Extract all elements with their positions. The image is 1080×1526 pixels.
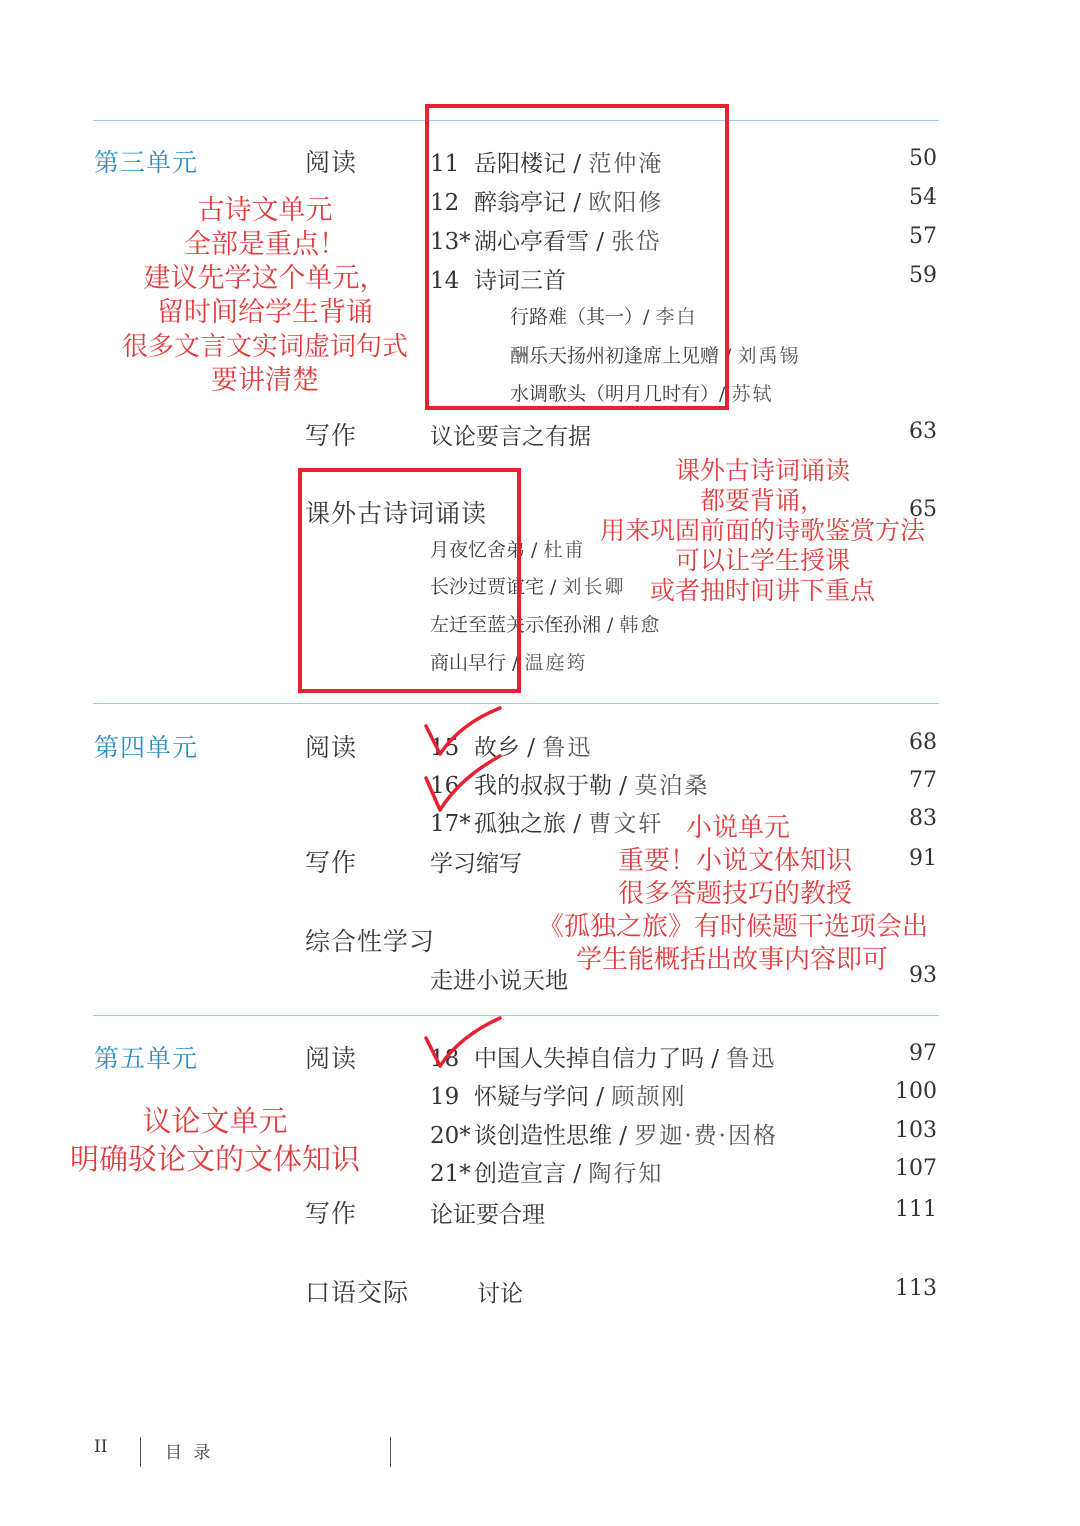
annotation-line: 《孤独之旅》有时候题干选项会出: [538, 912, 929, 942]
annotation-line: 很多答题技巧的教授: [618, 879, 853, 909]
poem-title: 行路难（其一）/: [510, 306, 656, 328]
annotation-unit4: [538, 812, 958, 977]
writing-label: 写作: [305, 848, 358, 877]
reading-label: 阅读: [305, 1044, 358, 1073]
page-number: 91: [909, 846, 937, 871]
page-number: 111: [895, 1197, 937, 1222]
lesson-number: 19: [430, 1084, 460, 1110]
poem-author: 杜甫: [543, 539, 586, 561]
poem-author: 苏轼: [731, 383, 774, 405]
annotation-line: 很多文言文实词虚词句式: [121, 332, 408, 362]
annotation-line: 课外古诗词诵读: [674, 456, 850, 485]
lesson-title: 中国人失掉自信力了吗 /: [474, 1046, 727, 1072]
comprehensive-study-label: 综合性学习: [305, 927, 436, 956]
footer-label: 目 录: [165, 1443, 214, 1463]
annotation-extra-poems: [590, 456, 935, 606]
section-rule: [93, 1015, 939, 1016]
lesson-title: 诗词三首: [474, 268, 566, 294]
section-rule: [93, 703, 939, 704]
highlight-box-unit3-reading: [425, 104, 732, 410]
lesson-author: 鲁迅: [542, 735, 593, 761]
poem-title: 左迁至蓝关示侄孙湘 /: [430, 614, 620, 636]
lesson-number: 12: [430, 190, 460, 216]
page-number: 100: [895, 1079, 937, 1104]
annotation-line: 古诗文单元: [197, 195, 333, 226]
extra-reading-label: 课外古诗词诵读: [305, 499, 488, 528]
page-number: 107: [895, 1156, 937, 1181]
lesson-title: 岳阳楼记 /: [474, 151, 589, 177]
page-number: 83: [909, 806, 937, 831]
annotation-line: 全部是重点！: [184, 229, 346, 260]
unit-title: 第三单元: [94, 148, 199, 177]
annotation-line: 建议先学这个单元，: [143, 263, 387, 294]
page-number: 103: [895, 1118, 937, 1143]
lesson-entry[interactable]: [430, 1078, 686, 1111]
lesson-number: 13*: [430, 229, 471, 255]
lesson-title: 怀疑与学问 /: [474, 1084, 612, 1110]
annotation-line: 重要！小说文体知识: [618, 846, 853, 876]
annotation-unit3: [95, 194, 435, 398]
page-number: 50: [909, 146, 937, 171]
footer-page-roman: II: [94, 1437, 108, 1457]
lesson-author: 顾颉刚: [611, 1084, 687, 1110]
footer-divider: [390, 1437, 391, 1467]
lesson-number: 20*: [430, 1123, 471, 1149]
poem-title: 月夜忆舍弟 /: [430, 539, 544, 561]
lesson-author: 莫泊桑: [634, 773, 710, 799]
annotation-line: 留时间给学生背诵: [157, 297, 373, 328]
poem-title: 酬乐天扬州初逢席上见赠 /: [510, 345, 738, 367]
page-number: 93: [909, 963, 937, 988]
poem-author: 韩愈: [619, 614, 662, 636]
lesson-title: 湖心亭看雪 /: [474, 229, 612, 255]
lesson-author: 张岱: [611, 229, 662, 255]
lesson-author: 罗迦·费·因格: [634, 1123, 778, 1149]
lesson-title: 谈创造性思维 /: [474, 1123, 635, 1149]
poem-title: 商山早行 /: [430, 652, 525, 674]
annotation-unit5: [40, 1102, 390, 1178]
lesson-author: 欧阳修: [588, 190, 664, 216]
page-number: 57: [909, 224, 937, 249]
lesson-number: 21*: [430, 1161, 471, 1187]
lesson-title: 孤独之旅 /: [474, 811, 589, 837]
comprehensive-study-title[interactable]: 走进小说天地: [430, 968, 568, 994]
footer-divider: [140, 1437, 141, 1467]
writing-title[interactable]: 议论要言之有据: [430, 424, 591, 450]
writing-label: 写作: [305, 421, 358, 450]
writing-title[interactable]: 学习缩写: [430, 851, 522, 877]
lesson-title: 醉翁亭记 /: [474, 190, 589, 216]
unit-title: 第五单元: [94, 1044, 199, 1073]
lesson-title: 我的叔叔于勒 /: [474, 773, 635, 799]
page-number: 54: [909, 185, 937, 210]
lesson-author: 范仲淹: [588, 151, 664, 177]
lesson-author: 曹文轩: [588, 811, 664, 837]
highlight-box-extra-poems: [298, 468, 521, 693]
lesson-entry[interactable]: [430, 1117, 778, 1150]
annotation-line: 议论文单元: [142, 1104, 288, 1138]
poem-title: 长沙过贾谊宅 /: [430, 576, 563, 598]
poem-author: 刘长卿: [562, 576, 626, 598]
writing-title[interactable]: 论证要合理: [430, 1202, 545, 1228]
check-mark-icon: [420, 1014, 506, 1072]
page-number: 97: [909, 1041, 937, 1066]
annotation-line: 都要背诵，: [699, 486, 825, 515]
annotation-line: 明确驳论文的文体知识: [69, 1142, 360, 1176]
annotation-line: 小说单元: [686, 813, 791, 843]
page-number: 63: [909, 419, 937, 444]
reading-label: 阅读: [305, 148, 358, 177]
poem-author: 温庭筠: [524, 652, 588, 674]
page-number: 68: [909, 730, 937, 755]
lesson-author: 鲁迅: [726, 1046, 777, 1072]
lesson-title: 创造宣言 /: [474, 1161, 589, 1187]
annotation-line: 或者抽时间讲下重点: [649, 576, 875, 605]
oral-communication-title[interactable]: 讨论: [477, 1281, 523, 1307]
lesson-number: 16: [430, 773, 460, 799]
reading-label: 阅读: [305, 733, 358, 762]
poem-author: 李白: [655, 306, 698, 328]
lesson-title: 故乡 /: [474, 735, 543, 761]
lesson-number: 17*: [430, 811, 471, 837]
unit-title: 第四单元: [94, 733, 199, 762]
lesson-entry[interactable]: [430, 1155, 663, 1188]
annotation-line: 学生能概括出故事内容即可: [576, 945, 889, 975]
annotation-line: 用来巩固前面的诗歌鉴赏方法: [599, 516, 925, 545]
lesson-number: 14: [430, 268, 460, 294]
poem-title: 水调歌头（明月几时有）/: [510, 383, 732, 405]
lesson-number: 18: [430, 1046, 460, 1072]
oral-communication-label: 口语交际: [305, 1278, 410, 1307]
page-number: 65: [909, 497, 937, 522]
page-number: 59: [909, 263, 937, 288]
page-number: 77: [909, 768, 937, 793]
check-mark-icon: [420, 752, 506, 818]
writing-label: 写作: [305, 1199, 358, 1228]
lesson-number: 11: [430, 151, 460, 177]
poem-author: 刘禹锡: [737, 345, 801, 367]
lesson-author: 陶行知: [588, 1161, 664, 1187]
annotation-line: 可以让学生授课: [674, 546, 850, 575]
lesson-number: 15: [430, 735, 460, 761]
annotation-line: 要讲清楚: [211, 365, 319, 396]
page-number: 113: [895, 1276, 937, 1301]
